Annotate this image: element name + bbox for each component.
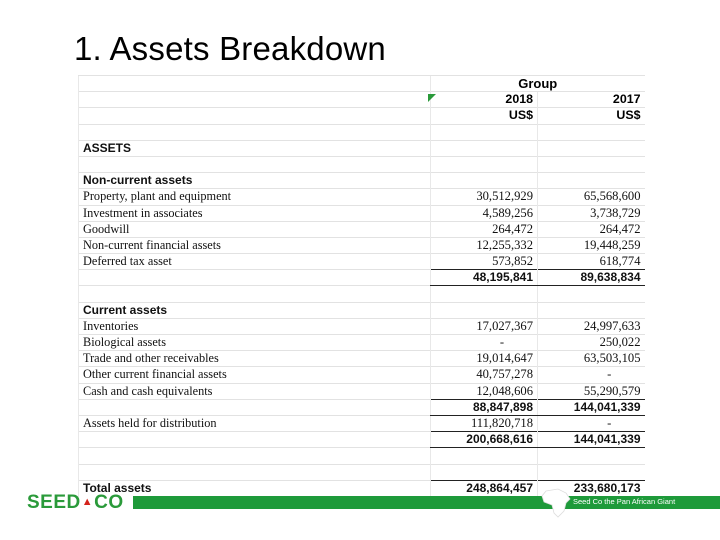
blank-row [79, 464, 645, 480]
value-2017 [538, 286, 645, 302]
subtotal-row [79, 399, 645, 415]
currency-header-row [79, 108, 645, 124]
row-label: Other current financial assets [79, 367, 431, 383]
value-2018: 111,820,718 [431, 415, 538, 431]
row-label: Investment in associates [79, 205, 431, 221]
assets-table [78, 75, 645, 498]
table-row [79, 415, 645, 431]
value-2018: 264,472 [431, 221, 538, 237]
value-2018: 4,589,256 [431, 205, 538, 221]
value-2017 [538, 140, 645, 156]
value-2017: 63,503,105 [538, 351, 645, 367]
value-2018 [431, 302, 538, 318]
value-2018: 30,512,929 [431, 189, 538, 205]
logo-dot-icon: ▲ [81, 496, 94, 508]
logo-text-left: SEED [27, 492, 81, 513]
value-2017: 19,448,259 [538, 237, 645, 253]
value-2018 [431, 286, 538, 302]
row-label: Total assets [79, 480, 431, 497]
year-header-2017: 2017 [538, 92, 645, 108]
row-label: Cash and cash equivalents [79, 383, 431, 399]
row-label: Goodwill [79, 221, 431, 237]
value-2018 [431, 464, 538, 480]
section-heading-row [79, 302, 645, 318]
blank-row [79, 286, 645, 302]
value-2017: 144,041,339 [538, 399, 645, 415]
value-2017 [538, 173, 645, 189]
value-2017: - [538, 367, 645, 383]
year-header-row [79, 92, 645, 108]
currency-header-2018: US$ [431, 108, 538, 124]
balance-sheet [78, 75, 644, 496]
table-row [79, 351, 645, 367]
table-row [79, 254, 645, 270]
footer-slogan: Seed Co the Pan African Giant [573, 497, 676, 506]
value-2018: 88,847,898 [431, 399, 538, 415]
row-label: Property, plant and equipment [79, 189, 431, 205]
blank-row [79, 124, 645, 140]
value-2018 [431, 140, 538, 156]
row-label: Current assets [79, 302, 431, 318]
value-2018: 17,027,367 [431, 318, 538, 334]
value-2018: 248,864,457 [431, 480, 538, 497]
table-row [79, 205, 645, 221]
row-label [79, 399, 431, 415]
value-2018 [431, 156, 538, 172]
table-row [79, 221, 645, 237]
blank-row [79, 156, 645, 172]
row-label: ASSETS [79, 140, 431, 156]
row-label: Inventories [79, 318, 431, 334]
value-2017: 89,638,834 [538, 270, 645, 286]
subtotal-row [79, 432, 645, 448]
value-2018: 12,048,606 [431, 383, 538, 399]
row-label [79, 270, 431, 286]
value-2018: 40,757,278 [431, 367, 538, 383]
value-2018: 12,255,332 [431, 237, 538, 253]
year-header-2018: 2018 [431, 92, 538, 108]
value-2018 [431, 124, 538, 140]
row-label: Biological assets [79, 335, 431, 351]
header-blank-cell [79, 108, 431, 124]
currency-header-2017: US$ [538, 108, 645, 124]
value-2018: 573,852 [431, 254, 538, 270]
blank-row [79, 448, 645, 464]
value-2018: 48,195,841 [431, 270, 538, 286]
value-2017: 264,472 [538, 221, 645, 237]
value-2017: 618,774 [538, 254, 645, 270]
table-row [79, 367, 645, 383]
value-2017: 65,568,600 [538, 189, 645, 205]
value-2018: 200,668,616 [431, 432, 538, 448]
section-heading-row [79, 140, 645, 156]
value-2017 [538, 124, 645, 140]
value-2018 [431, 173, 538, 189]
section-heading-row [79, 173, 645, 189]
row-label: Deferred tax asset [79, 254, 431, 270]
row-label: Non-current assets [79, 173, 431, 189]
row-label [79, 464, 431, 480]
table-row [79, 383, 645, 399]
value-2017: - [538, 415, 645, 431]
value-2018: - [431, 335, 538, 351]
row-label [79, 286, 431, 302]
page-title: 1. Assets Breakdown [74, 30, 386, 67]
row-label [79, 432, 431, 448]
value-2017 [538, 464, 645, 480]
value-2017 [538, 302, 645, 318]
value-2018: 19,014,647 [431, 351, 538, 367]
value-2017: 24,997,633 [538, 318, 645, 334]
value-2017 [538, 448, 645, 464]
seedco-logo [27, 492, 124, 514]
value-2017: 144,041,339 [538, 432, 645, 448]
table-row [79, 189, 645, 205]
group-header-row [79, 76, 645, 92]
row-label: Non-current financial assets [79, 237, 431, 253]
table-row [79, 237, 645, 253]
row-label [79, 448, 431, 464]
table-row [79, 318, 645, 334]
value-2017: 3,738,729 [538, 205, 645, 221]
value-2017 [538, 156, 645, 172]
table-row [79, 335, 645, 351]
value-2017: 233,680,173 [538, 480, 645, 497]
value-2018 [431, 448, 538, 464]
africa-map-icon [536, 487, 576, 519]
group-label: Group [431, 76, 645, 92]
row-label [79, 156, 431, 172]
row-label: Assets held for distribution [79, 415, 431, 431]
row-label [79, 124, 431, 140]
header-blank-cell [79, 92, 431, 108]
value-2017: 250,022 [538, 335, 645, 351]
value-2017: 55,290,579 [538, 383, 645, 399]
cell-comment-marker [428, 94, 436, 102]
subtotal-row [79, 270, 645, 286]
logo-text-right: CO [94, 492, 124, 513]
row-label: Trade and other receivables [79, 351, 431, 367]
header-blank-cell [79, 76, 431, 92]
